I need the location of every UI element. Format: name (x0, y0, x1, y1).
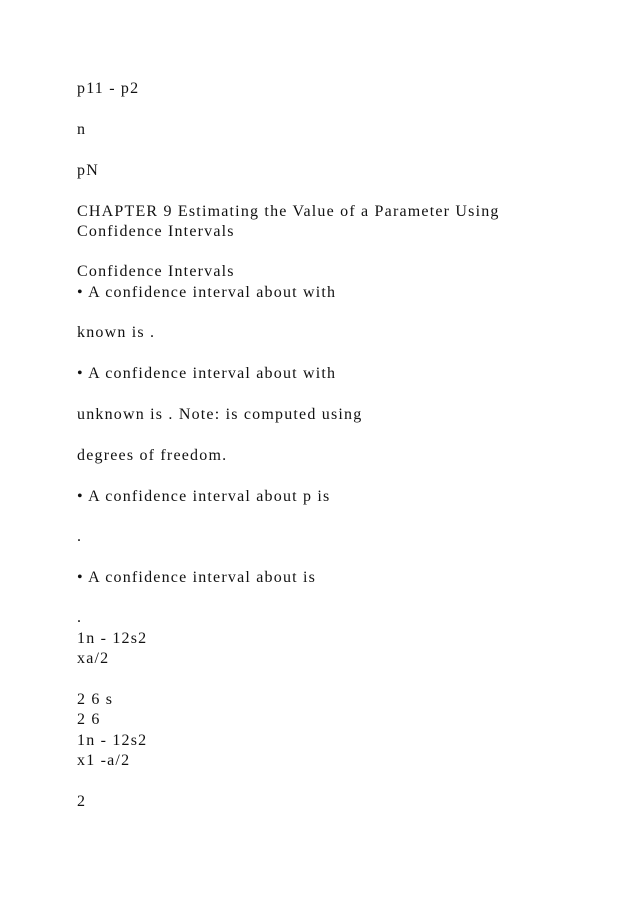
formula-line: x1 -a/2 (77, 752, 131, 769)
bullet-line: • A confidence interval about with (77, 284, 337, 301)
body-line: . (77, 528, 83, 545)
chapter-title: CHAPTER 9 Estimating the Value of a Parameter Using (77, 203, 500, 220)
formula-line: 1n - 12s2 (77, 630, 148, 647)
formula-line: n (77, 121, 87, 138)
section-heading: Confidence Intervals (77, 263, 235, 280)
formula-line: p11 - p2 (77, 80, 140, 97)
formula-line: 2 6 (77, 711, 101, 728)
bullet-line: • A confidence interval about is (77, 569, 317, 586)
bullet-line: • A confidence interval about with (77, 365, 337, 382)
body-line: degrees of freedom. (77, 447, 228, 464)
body-line: . (77, 609, 83, 626)
formula-line: pN (77, 162, 99, 179)
chapter-title: Confidence Intervals (77, 223, 235, 240)
formula-line: xa/2 (77, 650, 110, 667)
body-line: known is . (77, 324, 156, 341)
formula-line: 2 (77, 793, 87, 810)
body-line: unknown is . Note: is computed using (77, 406, 363, 423)
bullet-line: • A confidence interval about p is (77, 488, 331, 505)
formula-line: 2 6 s (77, 691, 114, 708)
formula-line: 1n - 12s2 (77, 732, 148, 749)
